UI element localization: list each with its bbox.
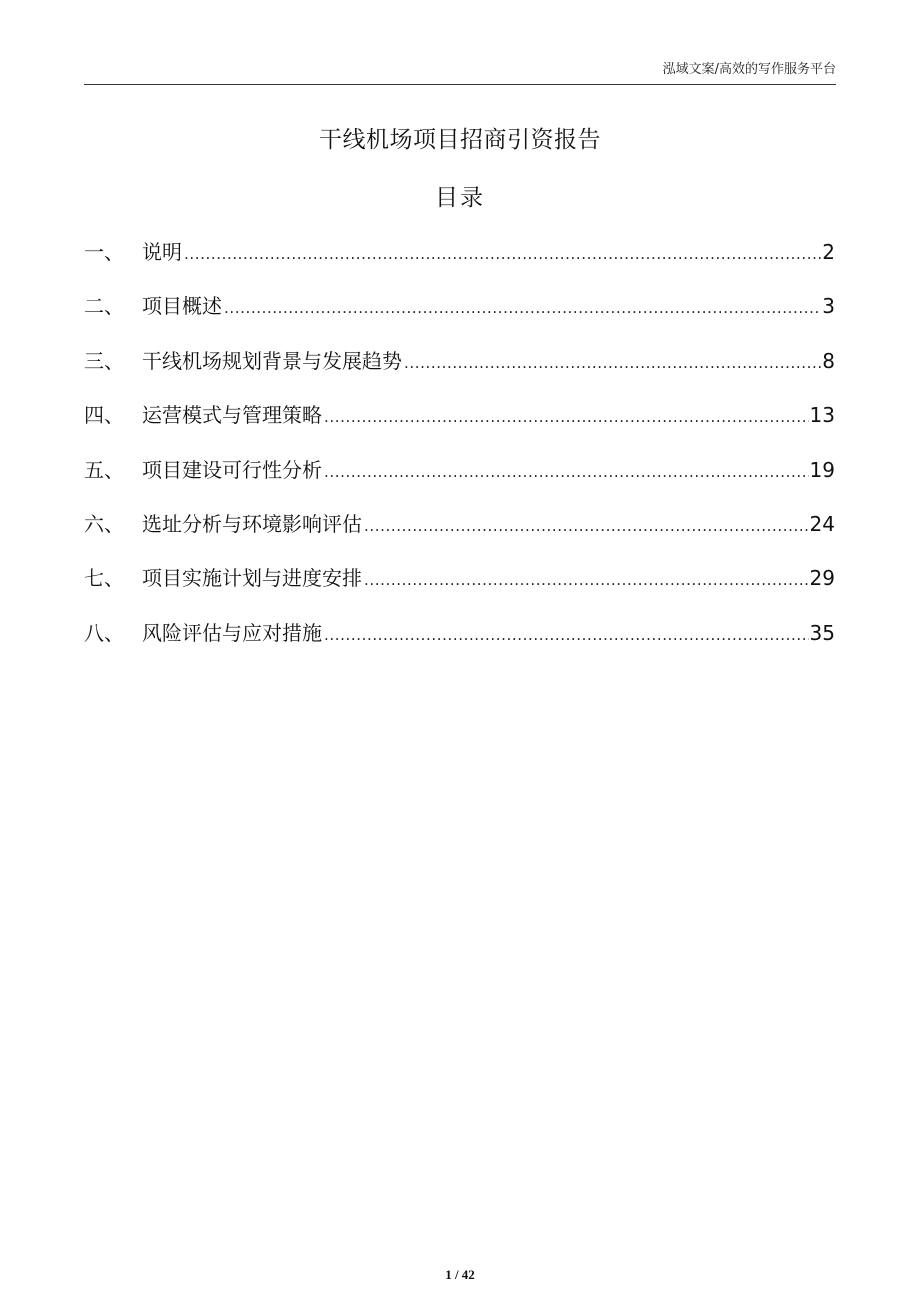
toc-entry-number: 二、 bbox=[84, 294, 124, 319]
toc-dot-leader bbox=[324, 463, 809, 481]
toc-entry-page: 13 bbox=[809, 403, 835, 428]
toc-entry-title: 项目建设可行性分析 bbox=[142, 457, 322, 482]
toc-heading: 目录 bbox=[435, 185, 485, 211]
toc-entry-title: 运营模式与管理策略 bbox=[142, 403, 322, 428]
toc-entry-page: 29 bbox=[809, 566, 835, 591]
toc-entry-title: 风险评估与应对措施 bbox=[142, 620, 322, 645]
toc-entry-page: 8 bbox=[822, 348, 835, 373]
toc-dot-leader bbox=[364, 517, 809, 535]
toc-entry-number: 五、 bbox=[84, 457, 124, 482]
toc-entry-title: 项目概述 bbox=[142, 294, 222, 319]
toc-entry-3[interactable] bbox=[84, 345, 835, 399]
toc-dot-leader bbox=[184, 245, 821, 263]
toc-entry-6[interactable] bbox=[84, 508, 835, 562]
toc-entry-number: 三、 bbox=[84, 348, 124, 373]
toc-entry-number: 七、 bbox=[84, 566, 124, 591]
toc-dot-leader bbox=[324, 626, 809, 644]
document-title: 干线机场项目招商引资报告 bbox=[319, 127, 601, 153]
page-number-indicator: 1 / 42 bbox=[445, 1267, 475, 1282]
toc-entry-number: 六、 bbox=[84, 511, 124, 536]
toc-entry-number: 八、 bbox=[84, 620, 124, 645]
toc-entry-5[interactable] bbox=[84, 454, 835, 508]
toc-entry-title: 项目实施计划与进度安排 bbox=[142, 566, 362, 591]
toc-entry-4[interactable] bbox=[84, 399, 835, 453]
toc-entry-2[interactable] bbox=[84, 290, 835, 344]
toc-entry-number: 一、 bbox=[84, 240, 124, 264]
toc-entry-page: 2 bbox=[822, 240, 835, 264]
toc-entry-number: 四、 bbox=[84, 403, 124, 428]
table-of-contents bbox=[84, 236, 835, 671]
toc-dot-leader bbox=[224, 299, 821, 317]
toc-entry-title: 选址分析与环境影响评估 bbox=[142, 511, 362, 536]
toc-entry-7[interactable] bbox=[84, 562, 835, 616]
toc-entry-page: 3 bbox=[822, 294, 835, 319]
toc-entry-8[interactable] bbox=[84, 617, 835, 671]
toc-dot-leader bbox=[404, 354, 821, 372]
toc-entry-title: 说明 bbox=[142, 240, 182, 264]
toc-entry-1[interactable] bbox=[84, 236, 835, 290]
toc-dot-leader bbox=[364, 571, 809, 589]
header-divider bbox=[84, 84, 836, 85]
toc-entry-page: 35 bbox=[809, 620, 835, 645]
toc-dot-leader bbox=[324, 408, 809, 426]
page-header-text: 泓域文案/高效的写作服务平台 bbox=[662, 62, 836, 77]
toc-entry-page: 24 bbox=[809, 511, 835, 536]
toc-entry-title: 干线机场规划背景与发展趋势 bbox=[142, 348, 402, 373]
toc-entry-page: 19 bbox=[809, 457, 835, 482]
